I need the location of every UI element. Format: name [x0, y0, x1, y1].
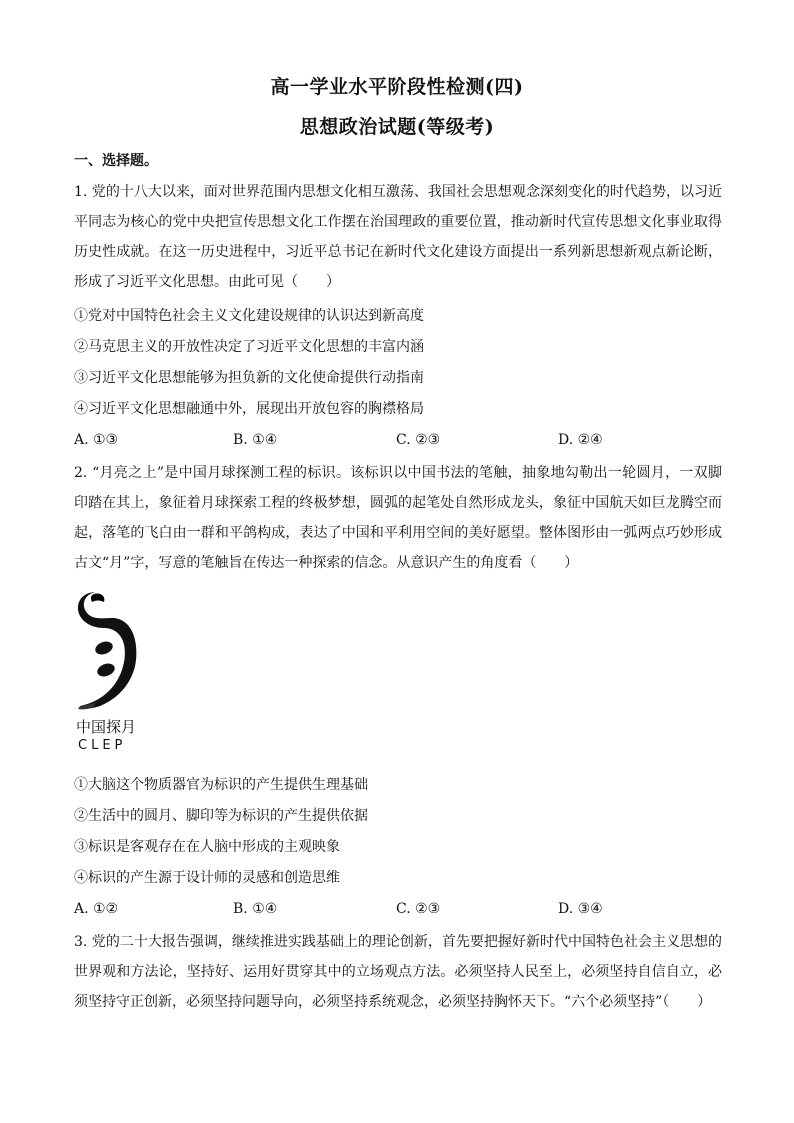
- question-1-option-3: ③习近平文化思想能够为担负新的文化使命提供行动指南: [74, 370, 424, 386]
- logo-chinese-name: 中国探月: [76, 718, 137, 736]
- question-2-choice-b: B. ①④: [233, 901, 278, 917]
- question-1-choice-c: C. ②③: [396, 432, 441, 448]
- question-2-choice-a: A. ①②: [74, 901, 119, 917]
- logo-english-name: CLEP: [78, 738, 127, 753]
- exam-subtitle: 思想政治试题(等级考): [299, 116, 495, 138]
- question-2-stem: 2. “月亮之上”是中国月球探测工程的标识。该标识以中国书法的笔触，抽象地勾勒出一轮圆月，一双脚印踏在其上，象征着月球探索工程的终极梦想，圆弧的起笔处自然形成龙头，象征中国航天如巨龙腾空而起，落笔的飞白由一群和平鸽构成，表达了中国和平利用空间的美好愿望。整体图形由一弧两点巧妙形成古文“月”字，写意的笔触旨在传达一种探索的信念。从意识产生的角度看（ ）: [74, 465, 722, 571]
- question-2-option-3: ③标识是客观存在在人脑中形成的主观映象: [74, 839, 340, 855]
- question-2-choice-c: C. ②③: [396, 901, 441, 917]
- question-1-choice-b: B. ①④: [233, 432, 278, 448]
- question-2-option-2: ②生活中的圆月、脚印等为标识的产生提供依据: [74, 808, 368, 824]
- question-1-choice-a: A. ①③: [74, 432, 119, 448]
- clep-logo: [74, 588, 158, 760]
- question-2-option-1: ①大脑这个物质器官为标识的产生提供生理基础: [74, 777, 368, 793]
- question-1-option-4: ④习近平文化思想融通中外，展现出开放包容的胸襟格局: [74, 401, 424, 417]
- question-3-stem: 3. 党的二十大报告强调，继续推进实践基础上的理论创新，首先要把握好新时代中国特色社会主义思想的世界观和方法论，坚持好、运用好贯穿其中的立场观点方法。必须坚持人民至上，必须坚持自信自立，必须坚持守正创新，必须坚持问题导向，必须坚持系统观念，必须坚持胸怀天下。“六个必须坚持”（ ）: [74, 934, 722, 1010]
- moon-brush-icon: [74, 588, 158, 712]
- question-2-choice-d: D. ③④: [558, 901, 603, 917]
- question-1-stem: 1. 党的十八大以来，面对世界范围内思想文化相互激荡、我国社会思想观念深刻变化的时代趋势，以习近平同志为核心的党中央把宣传思想文化工作摆在治国理政的重要位置，推动新时代宣传思想文化事业取得历史性成就。在这一历史进程中，习近平总书记在新时代文化建设方面提出一系列新思想新观点新论断，形成了习近平文化思想。由此可见（ ）: [74, 184, 722, 290]
- section-heading: 一、选择题。: [74, 153, 158, 169]
- exam-title: 高一学业水平阶段性检测(四): [270, 76, 524, 98]
- question-1-choice-d: D. ②④: [558, 432, 603, 448]
- question-1-option-1: ①党对中国特色社会主义文化建设规律的认识达到新高度: [74, 308, 424, 324]
- question-1-option-2: ②马克思主义的开放性决定了习近平文化思想的丰富内涵: [74, 339, 424, 355]
- question-2-option-4: ④标识的产生源于设计师的灵感和创造思维: [74, 870, 340, 886]
